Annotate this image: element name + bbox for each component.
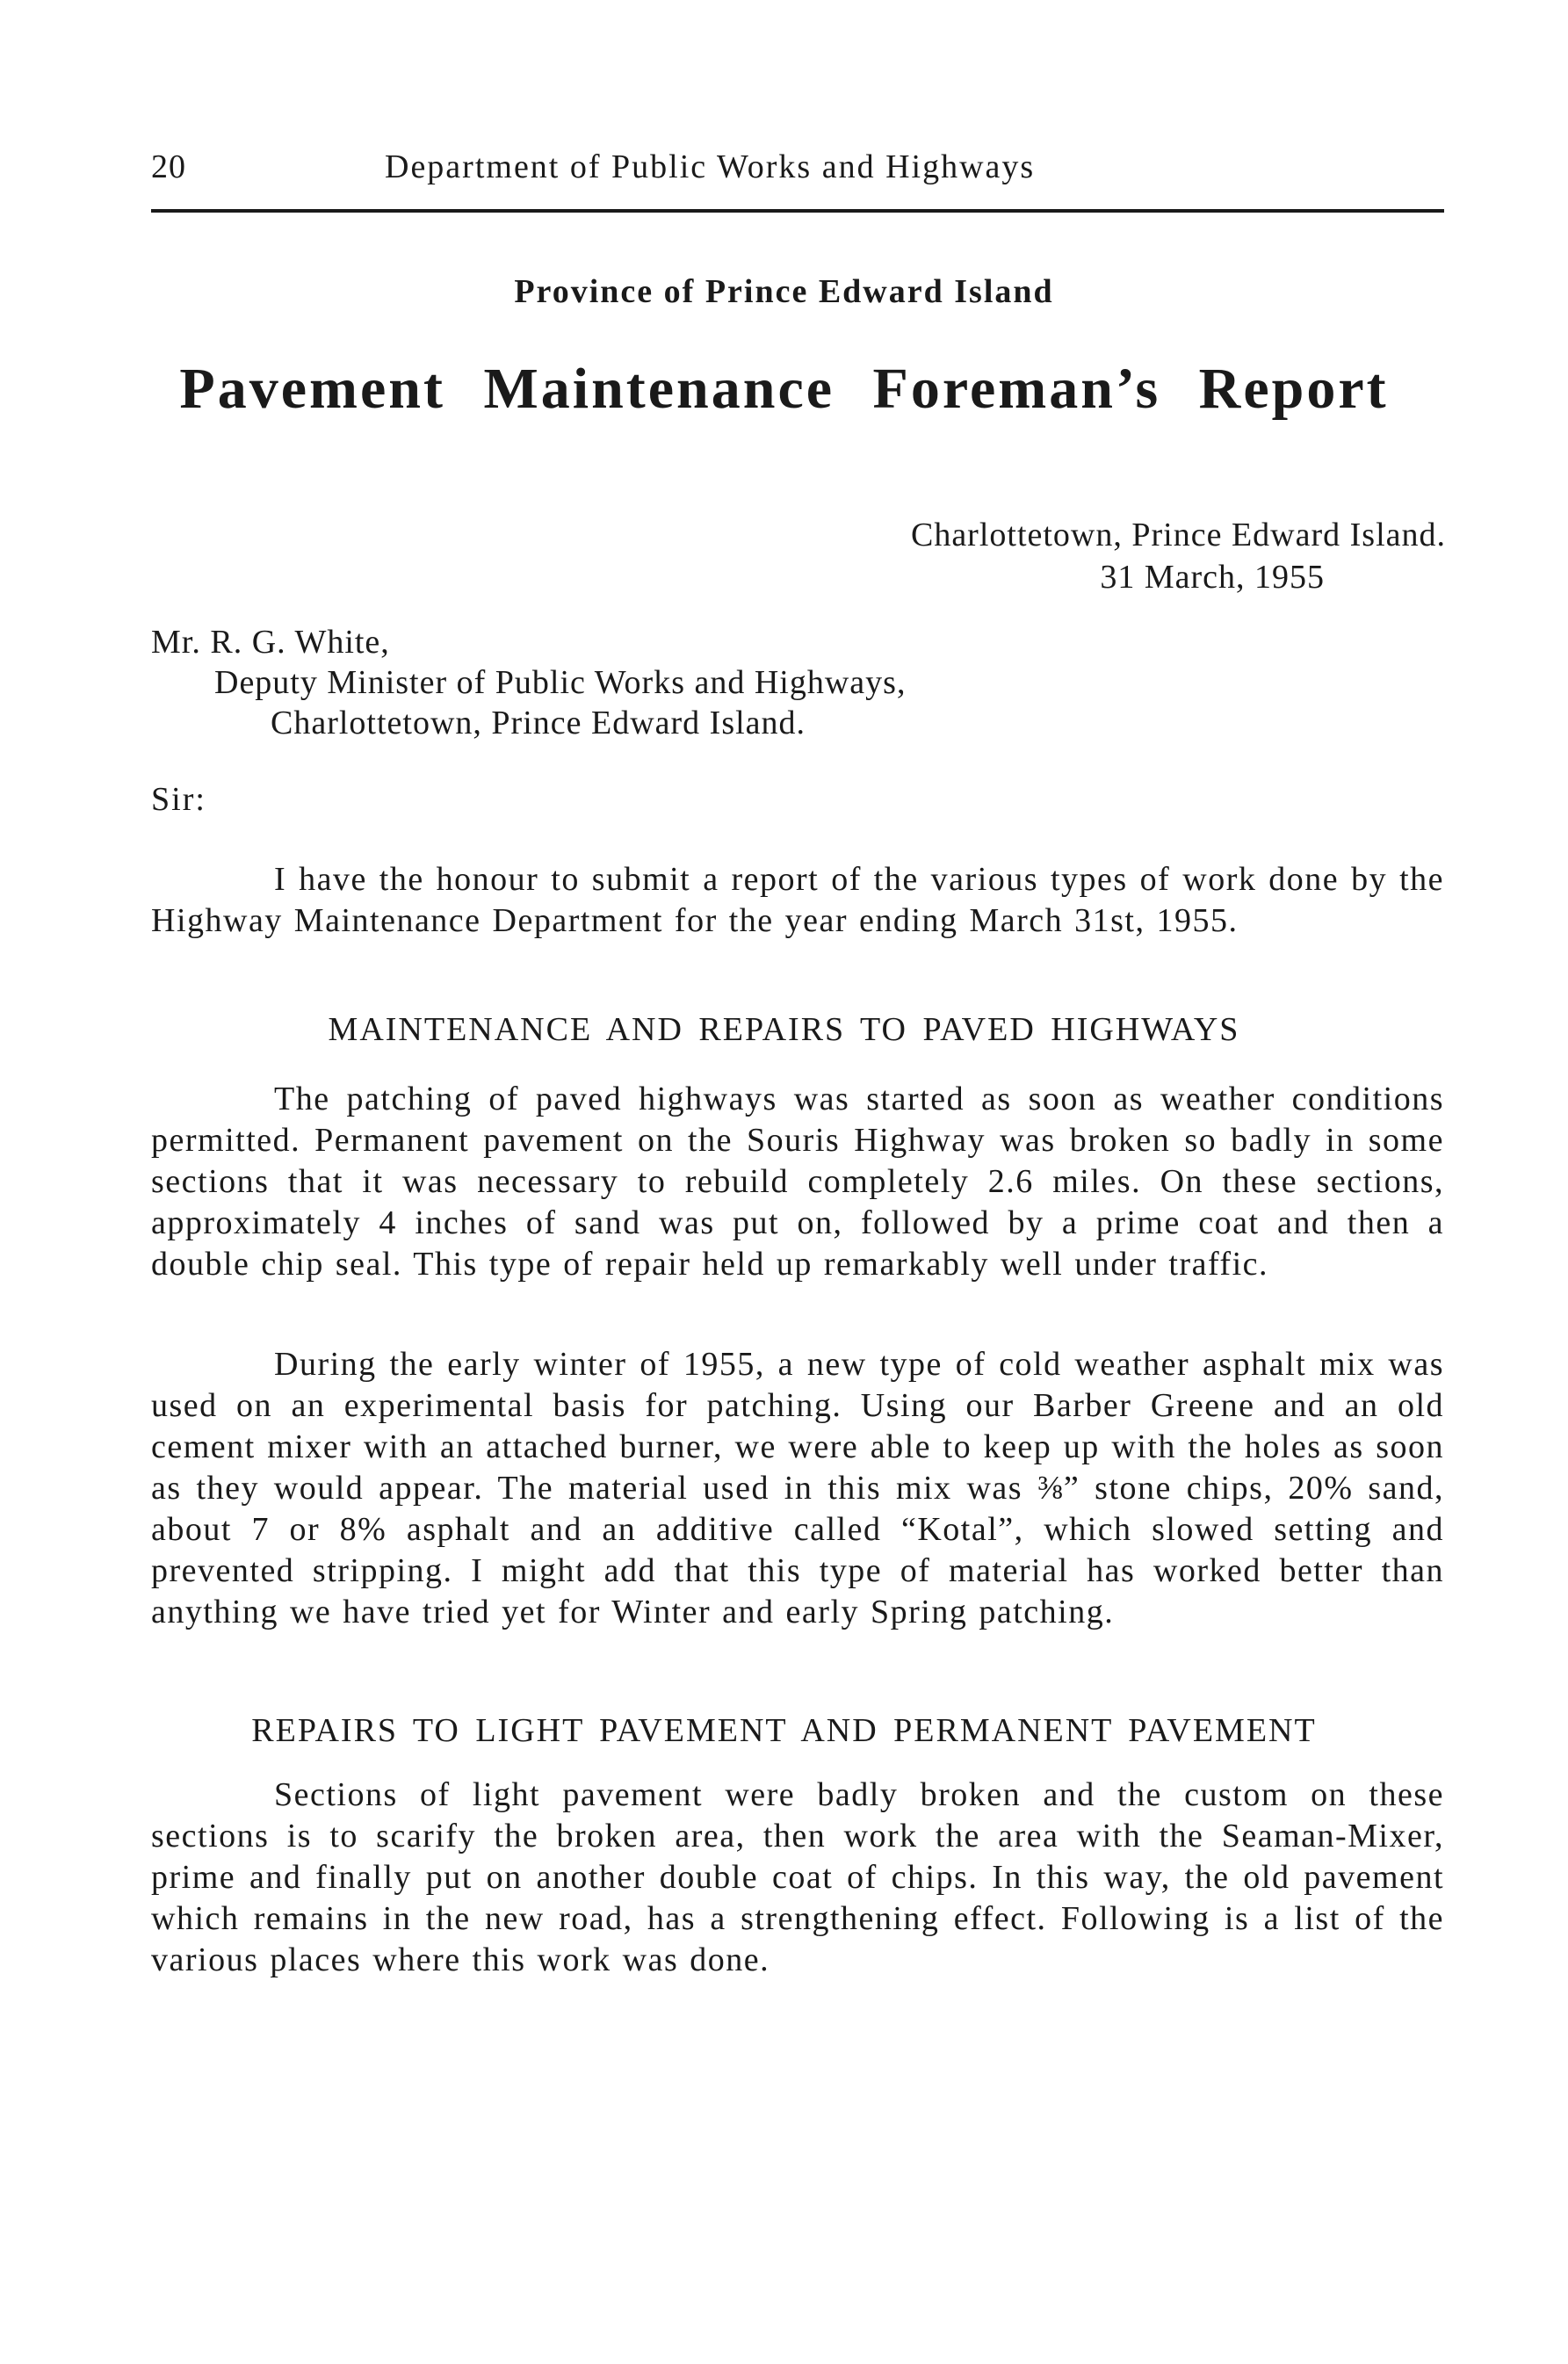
paragraph-cold-mix: During the early winter of 1955, a new type of cold weather asphalt mix was used on an experimental basis for patching. Using our Barber Greene and an old cement mixer with an attached burner, we were able to keep up with the holes as soon as they would appear. The material used in this mix was ⅜” stone chips, 20% sand, about 7 or 8% asphalt and an additive called “Kotal”, which slowed setting and prevented stripping. I might add that this type of material has worked better than anything we have tried yet for Winter and early Spring patching. <box>151 1346 1444 1630</box>
recipient-address <box>151 622 906 743</box>
section-heading-paved-highways: MAINTENANCE AND REPAIRS TO PAVED HIGHWAYS <box>328 1011 1240 1048</box>
page-header <box>151 148 1442 200</box>
header-rule <box>151 209 1444 213</box>
dateline-date: 31 March, 1955 <box>1100 559 1325 596</box>
recipient-position: Deputy Minister of Public Works and Highways, <box>214 664 907 701</box>
recipient-location: Charlottetown, Prince Edward Island. <box>271 705 806 741</box>
report-title: Pavement Maintenance Foreman’s Report <box>179 357 1389 421</box>
paragraph-patching: The patching of paved highways was started as soon as weather conditions permitted. Permanent pavement on the Souris Highway was broken so badly in some sections that it was necessary to rebuild completely 2.6 miles. On these sections, approximately 4 inches of sand was put on, followed by a prime coat and then a double chip seal. This type of repair held up remarkably well under traffic. <box>151 1081 1444 1283</box>
page-number: 20 <box>151 148 186 185</box>
province-line: Province of Prince Edward Island <box>514 273 1054 310</box>
running-head: Department of Public Works and Highways <box>385 148 1036 185</box>
section-heading-light-pavement: REPAIRS TO LIGHT PAVEMENT AND PERMANENT PAVEMENT <box>251 1712 1317 1749</box>
recipient-name: Mr. R. G. White, <box>151 624 390 661</box>
dateline <box>703 514 1446 598</box>
paragraph-light-pavement: Sections of light pavement were badly broken and the custom on these sections is to scarify the broken area, then work the area with the Seaman-Mixer, prime and finally put on another double coat of chips. In this way, the old pavement which remains in the new road, has a strengthening effect. Following is a list of the various places where this work was done. <box>151 1776 1444 1978</box>
dateline-place: Charlottetown, Prince Edward Island. <box>910 517 1446 553</box>
intro-paragraph: I have the honour to submit a report of the various types of work done by the Highway Maintenance Department for the year ending March 31st, 1955. <box>151 861 1444 939</box>
salutation: Sir: <box>151 781 206 818</box>
